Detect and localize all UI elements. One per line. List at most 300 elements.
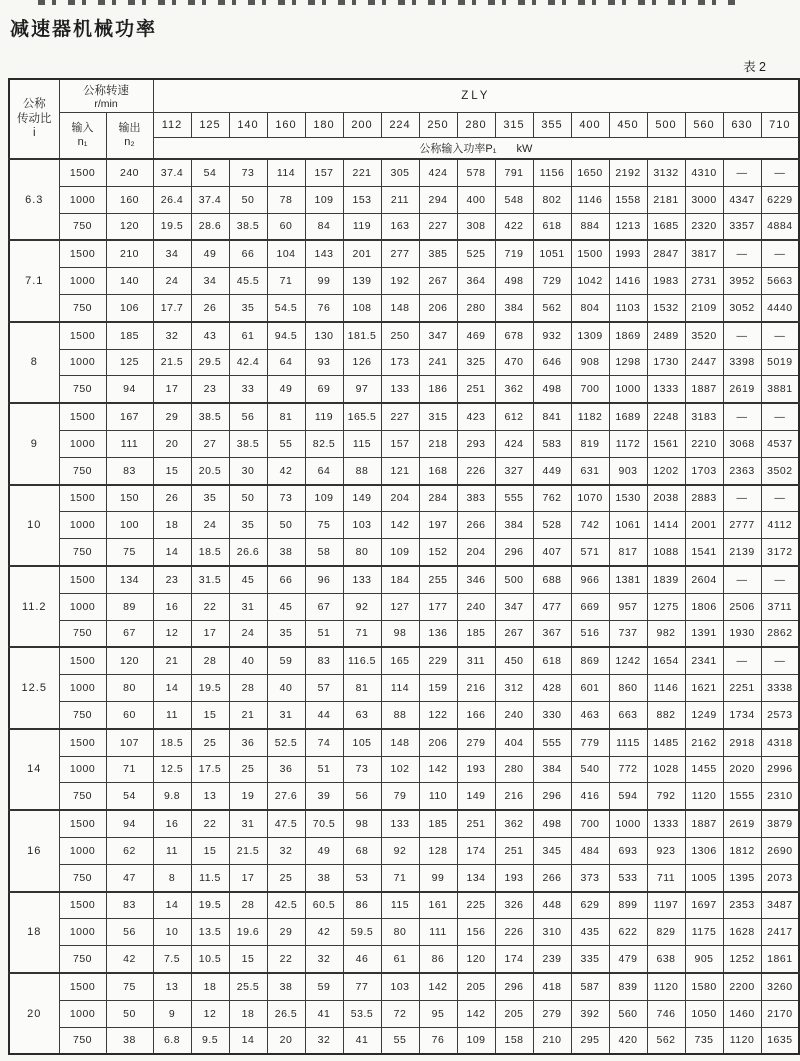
table-row — [9, 485, 799, 512]
power-cell: 923 — [647, 837, 685, 864]
power-cell: 119 — [305, 403, 343, 430]
power-cell: 2604 — [685, 566, 723, 593]
power-cell: 1242 — [609, 647, 647, 674]
input-speed-cell: 750 — [59, 1027, 106, 1054]
power-cell: 41 — [343, 1027, 381, 1054]
power-cell: 56 — [229, 403, 267, 430]
power-cell: 305 — [381, 159, 419, 186]
power-cell: 267 — [419, 268, 457, 295]
power-cell: 31 — [229, 810, 267, 837]
power-cell: 108 — [343, 294, 381, 321]
power-cell: 205 — [495, 1000, 533, 1027]
power-cell: 2353 — [723, 892, 761, 919]
table-row — [9, 946, 799, 973]
power-cell: 210 — [533, 1027, 571, 1054]
power-cell: 6229 — [761, 186, 799, 213]
input-speed-cell: 1500 — [59, 810, 106, 837]
power-cell: 367 — [533, 620, 571, 647]
power-cell: 240 — [457, 593, 495, 620]
output-speed-cell: 54 — [106, 783, 153, 810]
power-cell: 420 — [609, 1027, 647, 1054]
power-cell: 631 — [571, 457, 609, 484]
power-cell: 142 — [419, 756, 457, 783]
power-cell: — — [761, 240, 799, 267]
power-cell: 1861 — [761, 946, 799, 973]
table-row — [9, 1027, 799, 1054]
power-cell: 2341 — [685, 647, 723, 674]
power-cell: — — [761, 485, 799, 512]
table-row — [9, 186, 799, 213]
power-cell: 80 — [343, 539, 381, 566]
power-cell: 251 — [457, 810, 495, 837]
power-cell: 23 — [191, 376, 229, 403]
power-cell: 40 — [229, 647, 267, 674]
power-cell: 116.5 — [343, 647, 381, 674]
power-cell: 4347 — [723, 186, 761, 213]
table-row — [9, 837, 799, 864]
power-cell: 772 — [609, 756, 647, 783]
input-speed-label: 输入 — [71, 122, 94, 135]
power-cell: 40 — [267, 675, 305, 702]
power-cell: 296 — [495, 539, 533, 566]
ratio-cell: 9 — [9, 403, 59, 484]
ratio-cell: 11.2 — [9, 566, 59, 647]
power-cell: 149 — [343, 485, 381, 512]
input-speed-cell: 1500 — [59, 729, 106, 756]
power-cell: 66 — [229, 240, 267, 267]
power-cell: 84 — [305, 213, 343, 240]
power-cell: 1460 — [723, 1000, 761, 1027]
power-cell: 161 — [419, 892, 457, 919]
power-cell: 104 — [267, 240, 305, 267]
power-cell: 83 — [305, 647, 343, 674]
output-speed-cell: 42 — [106, 946, 153, 973]
table-row — [9, 430, 799, 457]
input-speed-cell: 1500 — [59, 647, 106, 674]
power-cell: 78 — [267, 186, 305, 213]
power-cell: 2731 — [685, 268, 723, 295]
power-cell: 22 — [191, 593, 229, 620]
power-cell: 111 — [419, 919, 457, 946]
power-cell: 1628 — [723, 919, 761, 946]
power-cell: 1391 — [685, 620, 723, 647]
output-speed-cell: 94 — [106, 376, 153, 403]
power-header — [153, 138, 799, 160]
power-cell: 227 — [419, 213, 457, 240]
power-cell: 1689 — [609, 403, 647, 430]
power-cell: 22 — [267, 946, 305, 973]
power-cell: 1146 — [571, 186, 609, 213]
power-cell: 114 — [267, 159, 305, 186]
power-cell: 3183 — [685, 403, 723, 430]
power-cell: 428 — [533, 675, 571, 702]
power-cell: 284 — [419, 485, 457, 512]
power-cell: 54.5 — [267, 294, 305, 321]
output-speed-cell: 62 — [106, 837, 153, 864]
power-cell: 1839 — [647, 566, 685, 593]
power-cell: 32 — [153, 322, 191, 349]
power-cell: 80 — [381, 919, 419, 946]
power-cell: 737 — [609, 620, 647, 647]
power-cell: 2417 — [761, 919, 799, 946]
input-speed-cell: 1500 — [59, 485, 106, 512]
power-cell: 266 — [457, 512, 495, 539]
power-cell: 25 — [229, 756, 267, 783]
power-cell: 700 — [571, 810, 609, 837]
power-cell: — — [723, 403, 761, 430]
power-cell: 122 — [419, 701, 457, 728]
power-cell: 95 — [419, 1000, 457, 1027]
power-cell: 174 — [495, 946, 533, 973]
power-cell: 882 — [647, 701, 685, 728]
output-speed-cell: 106 — [106, 294, 153, 321]
power-cell: 742 — [571, 512, 609, 539]
output-speed-cell: 60 — [106, 701, 153, 728]
power-cell: 669 — [571, 593, 609, 620]
power-cell: 362 — [495, 810, 533, 837]
power-cell: 20 — [153, 430, 191, 457]
power-cell: 16 — [153, 810, 191, 837]
power-cell: 250 — [381, 322, 419, 349]
power-cell: 158 — [495, 1027, 533, 1054]
power-cell: 27 — [191, 430, 229, 457]
power-cell: 218 — [419, 430, 457, 457]
size-header: 280 — [457, 113, 495, 138]
power-cell: — — [723, 322, 761, 349]
power-cell: 477 — [533, 593, 571, 620]
power-cell: 1000 — [609, 376, 647, 403]
power-cell: 173 — [381, 349, 419, 376]
table-row — [9, 268, 799, 295]
power-cell: 109 — [457, 1027, 495, 1054]
power-cell: 711 — [647, 864, 685, 891]
power-cell: 28 — [229, 675, 267, 702]
power-cell: 498 — [533, 376, 571, 403]
power-cell: 88 — [381, 701, 419, 728]
power-cell: 400 — [457, 186, 495, 213]
power-cell: — — [723, 647, 761, 674]
power-cell: 383 — [457, 485, 495, 512]
power-cell: 293 — [457, 430, 495, 457]
power-cell: 197 — [419, 512, 457, 539]
power-cell: 97 — [343, 376, 381, 403]
ratio-header-line1: 公称 — [22, 98, 46, 111]
power-cell: 50 — [229, 186, 267, 213]
power-cell: 201 — [343, 240, 381, 267]
ratio-cell: 14 — [9, 729, 59, 810]
power-cell: 99 — [419, 864, 457, 891]
output-speed-symbol: n₂ — [124, 135, 135, 148]
input-speed-cell: 1000 — [59, 1000, 106, 1027]
power-cell: 163 — [381, 213, 419, 240]
power-cell: 92 — [343, 593, 381, 620]
power-cell: 1561 — [647, 430, 685, 457]
ratio-cell: 18 — [9, 892, 59, 973]
power-cell: 266 — [533, 864, 571, 891]
power-cell: 92 — [381, 837, 419, 864]
power-cell: 88 — [343, 457, 381, 484]
power-cell: 19.5 — [191, 675, 229, 702]
table-row — [9, 756, 799, 783]
power-cell: 583 — [533, 430, 571, 457]
power-cell: 903 — [609, 457, 647, 484]
table-row — [9, 647, 799, 674]
table-row — [9, 349, 799, 376]
power-rating-table — [8, 78, 800, 1055]
power-cell: 1983 — [647, 268, 685, 295]
power-cell: 153 — [343, 186, 381, 213]
power-cell: 2162 — [685, 729, 723, 756]
power-cell: 804 — [571, 294, 609, 321]
power-cell: 142 — [457, 1000, 495, 1027]
power-cell: 166 — [457, 701, 495, 728]
power-cell: 688 — [533, 566, 571, 593]
ratio-header-line2: 传动比 — [17, 112, 52, 125]
power-cell: 2248 — [647, 403, 685, 430]
power-cell: 174 — [457, 837, 495, 864]
power-cell: — — [723, 485, 761, 512]
power-cell: 130 — [305, 322, 343, 349]
input-speed-cell: 750 — [59, 946, 106, 973]
power-cell: 779 — [571, 729, 609, 756]
power-cell: 216 — [457, 675, 495, 702]
power-cell: 24 — [191, 512, 229, 539]
power-cell: 762 — [533, 485, 571, 512]
power-cell: 21.5 — [153, 349, 191, 376]
output-speed-cell: 38 — [106, 1027, 153, 1054]
power-cell: 109 — [305, 186, 343, 213]
power-cell: 629 — [571, 892, 609, 919]
power-cell: 54 — [191, 159, 229, 186]
power-cell: 622 — [609, 919, 647, 946]
power-cell: 1887 — [685, 810, 723, 837]
power-cell: 345 — [533, 837, 571, 864]
power-cell: 1172 — [609, 430, 647, 457]
power-cell: 310 — [533, 919, 571, 946]
power-cell: 17 — [153, 376, 191, 403]
table-row — [9, 512, 799, 539]
input-speed-cell: 750 — [59, 701, 106, 728]
power-cell: 53.5 — [343, 1000, 381, 1027]
power-cell: 3879 — [761, 810, 799, 837]
power-cell: 1042 — [571, 268, 609, 295]
power-cell: 251 — [495, 837, 533, 864]
input-speed-cell: 1500 — [59, 973, 106, 1000]
power-cell: 142 — [419, 973, 457, 1000]
power-cell: 1115 — [609, 729, 647, 756]
table-row — [9, 783, 799, 810]
power-cell: 30 — [229, 457, 267, 484]
power-cell: 560 — [609, 1000, 647, 1027]
power-cell: 156 — [457, 919, 495, 946]
output-speed-cell: 107 — [106, 729, 153, 756]
power-cell: 12.5 — [153, 756, 191, 783]
power-cell: 3357 — [723, 213, 761, 240]
power-cell: 1146 — [647, 675, 685, 702]
size-header: 315 — [495, 113, 533, 138]
table-number-label: 表 2 — [743, 60, 766, 74]
power-cell: 1530 — [609, 485, 647, 512]
power-cell: 26.4 — [153, 186, 191, 213]
power-cell: 133 — [343, 566, 381, 593]
power-cell: 2210 — [685, 430, 723, 457]
power-cell: 362 — [495, 376, 533, 403]
power-cell: 18 — [153, 512, 191, 539]
power-cell: 1120 — [685, 783, 723, 810]
power-cell: 2883 — [685, 485, 723, 512]
power-cell: 1120 — [647, 973, 685, 1000]
power-cell: 678 — [495, 322, 533, 349]
power-cell: 1414 — [647, 512, 685, 539]
table-row — [9, 1000, 799, 1027]
power-cell: 47.5 — [267, 810, 305, 837]
power-cell: 119 — [343, 213, 381, 240]
power-cell: 700 — [571, 376, 609, 403]
power-cell: 9.8 — [153, 783, 191, 810]
size-header: 450 — [609, 113, 647, 138]
power-cell: 308 — [457, 213, 495, 240]
power-cell: 16 — [153, 593, 191, 620]
power-cell: 3052 — [723, 294, 761, 321]
input-speed-cell: 1500 — [59, 240, 106, 267]
power-cell: 42.5 — [267, 892, 305, 919]
input-speed-cell: 1000 — [59, 675, 106, 702]
power-cell: 267 — [495, 620, 533, 647]
power-cell: 1734 — [723, 701, 761, 728]
power-cell: 3817 — [685, 240, 723, 267]
power-cell: 330 — [533, 701, 571, 728]
power-cell: 39 — [305, 783, 343, 810]
power-cell: 185 — [419, 810, 457, 837]
power-cell: 94.5 — [267, 322, 305, 349]
input-speed-cell: 1000 — [59, 186, 106, 213]
power-cell: 76 — [419, 1027, 457, 1054]
power-cell: 109 — [381, 539, 419, 566]
power-cell: 98 — [343, 810, 381, 837]
size-header: 560 — [685, 113, 723, 138]
power-cell: 177 — [419, 593, 457, 620]
power-cell: 121 — [381, 457, 419, 484]
power-cell: 29 — [153, 403, 191, 430]
power-cell: 186 — [419, 376, 457, 403]
speed-header-title: 公称转速 — [83, 85, 129, 97]
power-cell: 14 — [153, 675, 191, 702]
power-cell: 3132 — [647, 159, 685, 186]
input-speed-header — [59, 113, 106, 160]
power-cell: 71 — [343, 620, 381, 647]
power-cell: 165.5 — [343, 403, 381, 430]
power-cell: 49 — [305, 837, 343, 864]
power-cell: 32 — [267, 837, 305, 864]
power-cell: 31.5 — [191, 566, 229, 593]
power-cell: 279 — [457, 729, 495, 756]
power-cell: 392 — [571, 1000, 609, 1027]
power-cell: 7.5 — [153, 946, 191, 973]
power-cell: 311 — [457, 647, 495, 674]
power-cell: — — [761, 566, 799, 593]
power-cell: 185 — [457, 620, 495, 647]
power-cell: 325 — [457, 349, 495, 376]
power-cell: 1416 — [609, 268, 647, 295]
power-cell: 19.5 — [153, 213, 191, 240]
power-cell: 12 — [153, 620, 191, 647]
power-cell: 1806 — [685, 593, 723, 620]
power-cell: 35 — [229, 512, 267, 539]
power-cell: 416 — [571, 783, 609, 810]
power-cell: 2139 — [723, 539, 761, 566]
power-cell: 64 — [305, 457, 343, 484]
input-speed-cell: 1500 — [59, 159, 106, 186]
power-cell: 327 — [495, 457, 533, 484]
power-cell: 957 — [609, 593, 647, 620]
power-cell: 4537 — [761, 430, 799, 457]
power-cell: 1298 — [609, 349, 647, 376]
power-cell: 802 — [533, 186, 571, 213]
power-cell: 29.5 — [191, 349, 229, 376]
power-cell: 17 — [191, 620, 229, 647]
output-speed-cell: 89 — [106, 593, 153, 620]
power-cell: 42 — [305, 919, 343, 946]
power-cell: 479 — [609, 946, 647, 973]
power-cell: 2170 — [761, 1000, 799, 1027]
power-cell: 15 — [229, 946, 267, 973]
ratio-cell: 6.3 — [9, 159, 59, 240]
output-speed-cell: 111 — [106, 430, 153, 457]
power-cell: 28 — [229, 892, 267, 919]
power-cell: 449 — [533, 457, 571, 484]
input-speed-cell: 1000 — [59, 268, 106, 295]
power-cell: 18.5 — [153, 729, 191, 756]
power-cell: 2447 — [685, 349, 723, 376]
power-cell: 555 — [533, 729, 571, 756]
table-row — [9, 213, 799, 240]
power-cell: 29 — [267, 919, 305, 946]
input-speed-cell: 1500 — [59, 322, 106, 349]
table-row — [9, 919, 799, 946]
power-cell: 221 — [343, 159, 381, 186]
power-cell: 385 — [419, 240, 457, 267]
power-cell: 33 — [229, 376, 267, 403]
power-cell: 204 — [381, 485, 419, 512]
scan-edge-artifact — [38, 0, 738, 5]
page-title: 减速器机械功率 — [10, 19, 158, 40]
output-speed-cell: 125 — [106, 349, 153, 376]
power-cell: 719 — [495, 240, 533, 267]
power-cell: 110 — [419, 783, 457, 810]
size-header: 112 — [153, 113, 191, 138]
power-cell: 99 — [305, 268, 343, 295]
power-cell: 9.5 — [191, 1027, 229, 1054]
power-cell: 1580 — [685, 973, 723, 1000]
power-cell: 81 — [267, 403, 305, 430]
power-cell: 38.5 — [191, 403, 229, 430]
ratio-cell: 20 — [9, 973, 59, 1054]
power-cell: — — [761, 403, 799, 430]
power-cell: 109 — [305, 485, 343, 512]
power-cell: 10.5 — [191, 946, 229, 973]
power-cell: 594 — [609, 783, 647, 810]
power-cell: 69 — [305, 376, 343, 403]
table-row — [9, 322, 799, 349]
power-cell: 13 — [153, 973, 191, 1000]
power-cell: 35 — [191, 485, 229, 512]
power-cell: 206 — [419, 729, 457, 756]
power-cell: 15 — [153, 457, 191, 484]
power-cell: — — [761, 647, 799, 674]
power-cell: 77 — [343, 973, 381, 1000]
ratio-cell: 16 — [9, 810, 59, 891]
output-speed-cell: 167 — [106, 403, 153, 430]
